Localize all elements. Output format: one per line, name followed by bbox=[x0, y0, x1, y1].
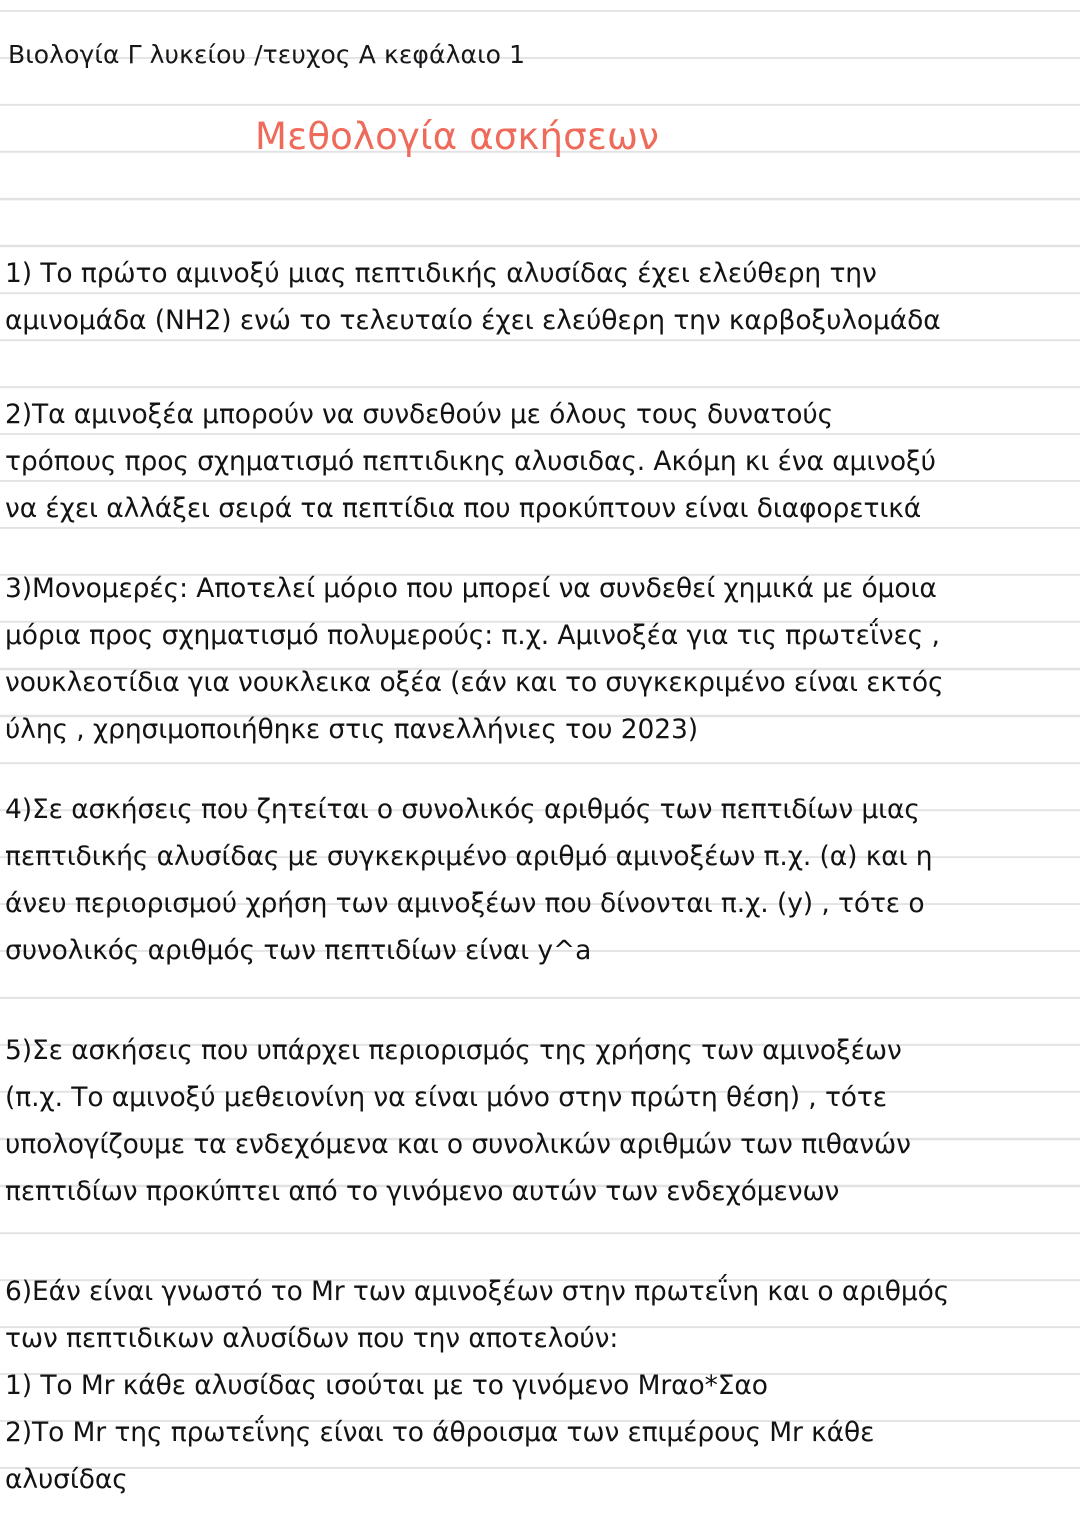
note-line: ύλης , χρησιμοποιήθηκε στις πανελλήνιες του 2023) bbox=[5, 714, 698, 745]
note-line: 3)Μονομερές: Αποτελεί μόριο που μπορεί να συνδεθεί χημικά με όμοια bbox=[5, 573, 937, 604]
page-title: Μεθολογία ασκήσεων bbox=[255, 115, 660, 158]
note-line: νουκλεοτίδια για νουκλεικα οξέα (εάν και το συγκεκριμένο είναι εκτός bbox=[5, 667, 944, 698]
note-paragraph-2 bbox=[5, 391, 1075, 532]
note-line: 2)Το Mr της πρωτεΐνης είναι το άθροισμα των επιμέρους Mr κάθε bbox=[5, 1417, 875, 1448]
note-line: μόρια προς σχηματισμό πολυμερούς: π.χ. Αμινοξέα για τις πρωτεΐνες , bbox=[5, 620, 940, 651]
note-line: άνευ περιορισμού χρήση των αμινοξέων που δίνονται π.χ. (y) , τότε ο bbox=[5, 888, 925, 919]
note-line: 6)Εάν είναι γνωστό το Mr των αμινοξέων στην πρωτεΐνη και ο αριθμός bbox=[5, 1276, 950, 1307]
note-line: συνολικός αριθμός των πεπτιδίων είναι y^a bbox=[5, 935, 592, 966]
note-line: των πεπτιδικων αλυσίδων που την αποτελούν: bbox=[5, 1323, 619, 1354]
note-paragraph-6 bbox=[5, 1268, 1075, 1503]
breadcrumb: Βιολογία Γ λυκείου /τευχος Α κεφάλαιο 1 bbox=[8, 40, 526, 69]
note-paragraph-3 bbox=[5, 565, 1075, 753]
note-line: 1) Το πρώτο αμινοξύ μιας πεπτιδικής αλυσίδας έχει ελεύθερη την bbox=[5, 258, 877, 289]
note-line: αλυσίδας bbox=[5, 1464, 128, 1495]
note-paragraph-4 bbox=[5, 786, 1075, 974]
note-line: 1) Το Mr κάθε αλυσίδας ισούται με το γινόμενο Mrαο*Σαο bbox=[5, 1370, 768, 1401]
note-line: αμινομάδα (NH2) ενώ το τελευταίο έχει ελεύθερη την καρβοξυλομάδα bbox=[5, 305, 941, 336]
note-line: πεπτιδικής αλυσίδας με συγκεκριμένο αριθμό αμινοξέων π.χ. (α) και η bbox=[5, 841, 933, 872]
note-paragraph-5 bbox=[5, 1027, 1075, 1215]
note-line: να έχει αλλάξει σειρά τα πεπτίδια που προκύπτουν είναι διαφορετικά bbox=[5, 493, 922, 524]
note-line: 5)Σε ασκήσεις που υπάρχει περιορισμός της χρήσης των αμινοξέων bbox=[5, 1035, 902, 1066]
note-line: τρόπους προς σχηματισμό πεπτιδικης αλυσιδας. Ακόμη κι ένα αμινοξύ bbox=[5, 446, 936, 477]
note-line: υπολογίζουμε τα ενδεχόμενα και ο συνολικών αριθμών των πιθανών bbox=[5, 1129, 911, 1160]
note-line: (π.χ. Το αμινοξύ μεθειονίνη να είναι μόνο στην πρώτη θέση) , τότε bbox=[5, 1082, 887, 1113]
note-paragraph-1 bbox=[5, 250, 1075, 344]
note-line: 4)Σε ασκήσεις που ζητείται ο συνολικός αριθμός των πεπτιδίων μιας bbox=[5, 794, 920, 825]
note-line: 2)Τα αμινοξέα μπορούν να συνδεθούν με όλους τους δυνατούς bbox=[5, 399, 834, 430]
note-line: πεπτιδίων προκύπτει από το γινόμενο αυτών των ενδεχόμενων bbox=[5, 1176, 840, 1207]
